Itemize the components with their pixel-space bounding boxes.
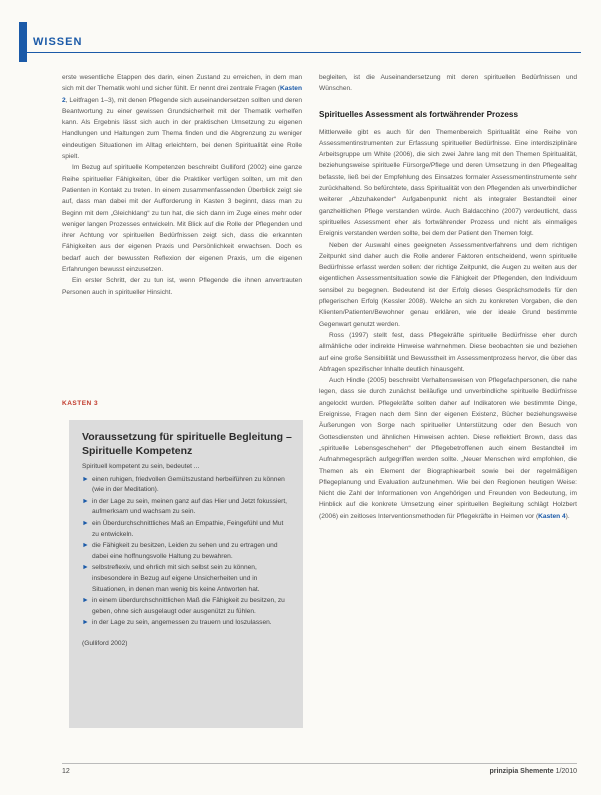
arrow-icon: ► xyxy=(82,564,89,572)
journal-issue: 1/2010 xyxy=(555,768,577,775)
list-item-text: selbstreflexiv, und ehrlich mit sich selbst sein zu können, insbesondere in Bezug auf eigene Unsicherheiten und in Situationen, in denen man wenig bis keine Antworten hat. xyxy=(92,564,260,593)
paragraph xyxy=(62,72,302,162)
list-item-text: ein Überdurchschnittliches Maß an Empathie, Feingefühl und Mut zu entwickeln. xyxy=(92,519,284,538)
paragraph: Im Bezug auf spirituelle Kompetenzen beschreibt Gulliford (2002) eine ganze Reihe spiritueller Fähigkeiten, über die Praktiker verfügen sollten, um mit den Patienten in Kontakt zu treten. In einem zusammenfassenden Überblick zeigt sie auf, dass man dabei mit der Aufforderung in Kasten 3 beginnt, dass man zu Beginn mit dem „Gleichklang“ zu tun hat, die sich dann im Zuge eines mehr oder weniger langen Prozesses entwickeln. Mit Blick auf die Rolle der Pflegenden und ihrer Achtung vor spirituellen Bedürfnissen zeigt sich, dass die erkannten Fähigkeiten aus der eigenen Praxis und Persönlichkeit erwachsen. Doch es bedarf auch der bewussten Reflexion der eigenen Praxis, um die eigenen Erfahrungen bewusst einzusetzen. xyxy=(62,164,302,274)
arrow-icon: ► xyxy=(82,542,89,550)
page-number: 12 xyxy=(62,768,70,775)
list-item xyxy=(82,519,292,540)
arrow-icon: ► xyxy=(82,619,89,627)
box-reference-link[interactable]: Kasten 2 xyxy=(62,85,302,104)
arrow-icon: ► xyxy=(82,475,89,483)
arrow-icon: ► xyxy=(82,597,89,605)
list-item xyxy=(82,618,292,629)
paragraph: Neben der Auswahl eines geeigneten Assessmentverfahrens und dem richtigen Zeitpunkt sind daher auch die Rolle anderer Faktoren entscheidend, wenn spirituelle Bedürfnisse erfasst werden sollen: der richtige Zeitpunkt, die Augen zu weiten aus der eigentlichen Assessmentsituation sowie die Fähigkeit der Pflegenden, den Individuum sensibel zu begegnen. Bedeutend ist der Erfolg dieses Gesprächsmodells für den pflegerischen Erfolg (Kessler 2008). Welche an sich zu konkreten Vorgaben, die den Klienten/Patienten/Bewohner genau erklären, wie der ideale Grund bestimmte Gegenwart genutzt werden. xyxy=(319,241,577,328)
journal-title: prinzipia Shemente xyxy=(489,768,554,775)
paragraph: Mittlerweile gibt es auch für den Themenbereich Spiritualität eine Reihe von Assessmentinstrumenten zur Erfassung spiritueller Bedürfnisse. Eine interdisziplinäre Arbeitsgruppe um White (2006), die sich zwei Jahre lang mit den Themen Spiritualität, beziehungsweise spirituelle Fürsorge/Pflege und deren Umsetzung in den Pflegealltag befasste, ließ bei der Empfehlung des Einsatzes formaler Assessmentinstrumente sehr zurückhaltend. So befürchtete, dass Spiritualität von den Pflegenden als unverbindlicher weiterer „Abzuhakender“ Aufgabenpunkt nicht als integraler Bestandteil einer ganzheitlichen Pflege verstanden würde. Auch Baldacchino (2007) verdeutlicht, dass spirituelles Assessment eher als fortwährender Prozess und nicht als einmaliges Ereignis verstanden werden sollte, bei dem der Patient den Themen folgt. xyxy=(319,128,577,238)
paragraph: Ein erster Schritt, der zu tun ist, wenn Pflegende die ihnen anvertrauten Personen auch in spiritueller Hinsicht. xyxy=(62,277,302,296)
list-item xyxy=(82,497,292,518)
journal-info xyxy=(489,768,577,775)
subheading: Spirituelles Assessment als fortwährender Prozess xyxy=(319,109,519,119)
list-item-text: einen ruhigen, friedvollen Gemütszustand herbeiführen zu können (wie in der Meditation). xyxy=(92,475,285,494)
left-column xyxy=(62,72,302,298)
box-source: (Gulliford 2002) xyxy=(82,639,128,647)
list-item-text: in einem überdurchschnittlichen Maß die Fähigkeit zu besitzen, zu geben, ohne sich ausgelaugt oder ausgenützt zu fühlen. xyxy=(92,597,285,615)
box-body xyxy=(82,462,292,656)
section-color-bar xyxy=(19,22,27,62)
list-item xyxy=(82,541,292,562)
paragraph-text: , Leitfragen 1–3), mit denen Pflegende sich auseinandersetzen sollten und deren Beantwortung zu einer gewissen Grundsicherheit mit der Thematik verhelfen kann. Als Ergebnis lässt sich auch in der praktischen Umsetzung zu eigenen Handlungen und Haltungen zum Thema finden und die Abgrenzung zu weniger eindeutigen Situationen im Alltag erleichtern, bei denen Spiritualität eine Rolle spielt. xyxy=(62,96,302,161)
paragraph: begleiten, ist die Auseinandersetzung mit deren spirituellen Bedürfnissen und Wünschen. xyxy=(319,74,577,93)
list-item xyxy=(82,475,292,496)
paragraph-text: erste wesentliche Etappen des darin, einen Zustand zu erreichen, in dem man sich mit der Thematik wohl und sicher fühlt. Er nennt drei zentrale Fragen ( xyxy=(62,74,302,93)
section-title: WISSEN xyxy=(33,36,83,48)
right-column xyxy=(319,72,577,522)
list-item-text: in der Lage zu sein, meinen ganz auf das Hier und Jetzt fokussiert, aufmerksam und wachsam zu sein. xyxy=(92,497,287,516)
paragraph-text: Auch Hindle (2005) beschreibt Verhaltensweisen von Pflegefachpersonen, die nahe legen, dass sie durch zunächst beiläufige und unverbindliche spirituelle Bedürfnisse angelockt wurden. Pflegekräfte sollten daher auf Indikatoren wie bestimmte Dinge, Ereignisse, Fragen nach dem Sinn der eigenen Existenz, Bücher beziehungsweise Äußerungen von Sorge nach spiritueller Unterstützung oder den Besuch von Gottesdiensten und ähnlichen Hinweisen achten. Diese reflektiert Brown, dass das „spirituelle Lebensgeschehen“ der Pflegebetroffenen auch einem Bestandteil im Aufnahmegespräch aufgegriffen werden sollte. „Neuer Menschen wird empfohlen, die Themen als ein Element der Biographiearbeit sowie bei der regelmäßigen Pflegeplanung und Evaluation aufzunehmen. Wie bei den Regionen heutigen Weise: Nicht die Zahl der Informationen von Angehörigen und Freunden von Bedeutung, im Hinblick auf die konkrete Umsetzung einer spirituellen Begleitung schlägt Holzbert (2006) ein zeitloses Interventionsmethoden für Pflegekräfte in Heimen vor ( xyxy=(319,377,577,520)
box-intro: Spirituell kompetent zu sein, bedeutet ... xyxy=(82,463,200,470)
paragraph-text: ). xyxy=(565,512,570,520)
arrow-icon: ► xyxy=(82,519,89,527)
list-item xyxy=(82,596,292,617)
footer-rule xyxy=(62,763,577,764)
list-item xyxy=(82,563,292,595)
list-item-text: in der Lage zu sein, angemessen zu trauern und loszulassen. xyxy=(92,619,272,627)
list-item-text: die Fähigkeit zu besitzen, Leiden zu sehen und zu ertragen und dabei eine hoffnungsvolle Haltung zu bewahren. xyxy=(92,542,278,560)
arrow-icon: ► xyxy=(82,497,89,505)
box-reference-link[interactable]: Kasten 4 xyxy=(538,512,566,520)
paragraph: Ross (1997) stellt fest, dass Pflegekräfte spirituelle Bedürfnisse eher durch allmähliche oder indirekte Hinweise wahrnehmen. Diese beobachten sie und beziehen auf eine große Sensibilität und Bewusstheit im Assessmentprozess hervor, die über das Abfragen spezifischer Inhalte deutlich hinausgeht. xyxy=(319,331,577,373)
header-rule xyxy=(19,52,581,53)
info-box xyxy=(69,420,303,728)
box-label: KASTEN 3 xyxy=(62,400,99,407)
box-title: Voraussetzung für spirituelle Begleitung – Spirituelle Kompetenz xyxy=(82,431,292,457)
paragraph xyxy=(319,375,577,522)
